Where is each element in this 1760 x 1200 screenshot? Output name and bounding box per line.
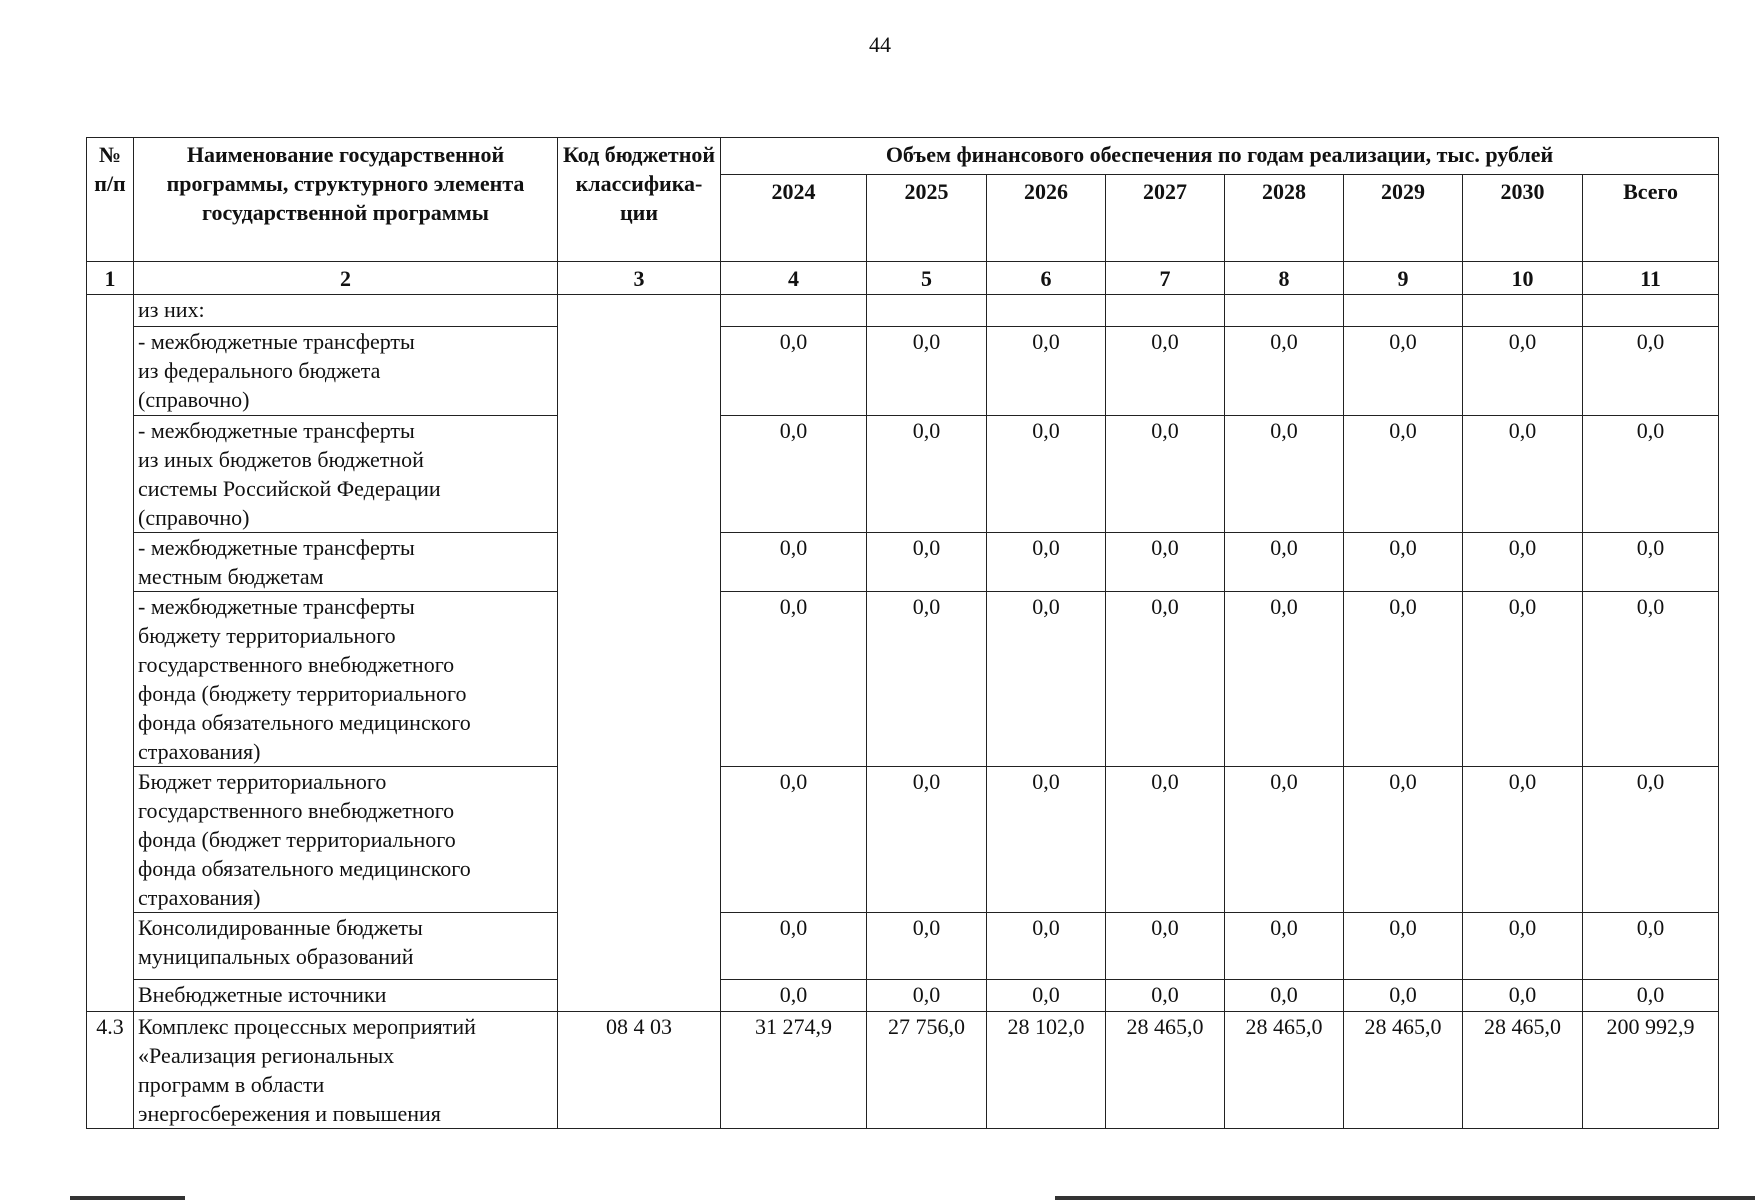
row-name-cell: Бюджет территориального государственного внебюджетного фонда (бюджет территориального фонда обязательного медицинского страхования) xyxy=(134,767,558,913)
footer-rule xyxy=(1055,1196,1755,1200)
value-cell: 0,0 xyxy=(1344,416,1463,533)
value-cell: 0,0 xyxy=(721,767,867,913)
value-cell xyxy=(987,295,1106,327)
value-cell: 0,0 xyxy=(1106,327,1225,416)
value-cell: 0,0 xyxy=(1106,533,1225,592)
header-year: 2028 xyxy=(1225,175,1344,262)
value-cell: 28 465,0 xyxy=(1463,1012,1583,1129)
header-num: № п/п xyxy=(87,138,134,262)
row-num-cell: 4.3 xyxy=(87,1012,134,1129)
value-cell: 0,0 xyxy=(1583,327,1719,416)
column-number: 1 xyxy=(87,262,134,295)
value-cell xyxy=(1583,295,1719,327)
value-cell: 0,0 xyxy=(1225,416,1344,533)
value-cell: 200 992,9 xyxy=(1583,1012,1719,1129)
value-cell: 0,0 xyxy=(1344,913,1463,980)
value-cell: 28 465,0 xyxy=(1225,1012,1344,1129)
value-cell: 0,0 xyxy=(1106,980,1225,1012)
column-number: 4 xyxy=(721,262,867,295)
table-row xyxy=(87,980,1719,1012)
value-cell xyxy=(1225,295,1344,327)
table-row xyxy=(87,767,1719,913)
table-row xyxy=(87,533,1719,592)
value-cell: 0,0 xyxy=(1463,913,1583,980)
table-row xyxy=(87,327,1719,416)
value-cell: 0,0 xyxy=(1463,767,1583,913)
value-cell: 0,0 xyxy=(1463,592,1583,767)
row-name-cell: - межбюджетные трансферты из федерального бюджета (справочно) xyxy=(134,327,558,416)
value-cell: 0,0 xyxy=(1225,913,1344,980)
value-cell: 0,0 xyxy=(1106,416,1225,533)
header-name: Наименование государственной программы, структурного элемента государственной программы xyxy=(134,138,558,262)
header-year: 2024 xyxy=(721,175,867,262)
header-year: 2025 xyxy=(867,175,987,262)
value-cell: 0,0 xyxy=(1344,980,1463,1012)
value-cell: 0,0 xyxy=(867,913,987,980)
value-cell: 0,0 xyxy=(721,533,867,592)
value-cell: 0,0 xyxy=(721,416,867,533)
table-row xyxy=(87,295,1719,327)
value-cell: 0,0 xyxy=(867,767,987,913)
value-cell: 0,0 xyxy=(1463,416,1583,533)
value-cell: 28 465,0 xyxy=(1344,1012,1463,1129)
table-row xyxy=(87,1012,1719,1129)
table-row xyxy=(87,416,1719,533)
value-cell: 0,0 xyxy=(987,767,1106,913)
value-cell: 0,0 xyxy=(721,913,867,980)
value-cell: 0,0 xyxy=(1225,327,1344,416)
row-name-cell: Комплекс процессных мероприятий «Реализация региональных программ в области энергосбережения и повышения xyxy=(134,1012,558,1129)
header-year: 2029 xyxy=(1344,175,1463,262)
value-cell: 0,0 xyxy=(1583,416,1719,533)
column-number: 9 xyxy=(1344,262,1463,295)
row-name-cell: из них: xyxy=(134,295,558,327)
value-cell: 0,0 xyxy=(1344,327,1463,416)
value-cell: 0,0 xyxy=(1463,327,1583,416)
value-cell: 0,0 xyxy=(987,913,1106,980)
value-cell: 28 102,0 xyxy=(987,1012,1106,1129)
value-cell: 0,0 xyxy=(867,327,987,416)
value-cell: 0,0 xyxy=(1344,592,1463,767)
column-number: 7 xyxy=(1106,262,1225,295)
value-cell: 31 274,9 xyxy=(721,1012,867,1129)
column-number: 3 xyxy=(558,262,721,295)
value-cell: 27 756,0 xyxy=(867,1012,987,1129)
value-cell: 0,0 xyxy=(867,592,987,767)
row-name-cell: Внебюджетные источники xyxy=(134,980,558,1012)
value-cell: 0,0 xyxy=(1106,592,1225,767)
header-code: Код бюджетной классифика-ции xyxy=(558,138,721,262)
value-cell xyxy=(721,295,867,327)
header-total: Всего xyxy=(1583,175,1719,262)
value-cell: 28 465,0 xyxy=(1106,1012,1225,1129)
value-cell: 0,0 xyxy=(1583,533,1719,592)
value-cell: 0,0 xyxy=(721,980,867,1012)
header-year: 2026 xyxy=(987,175,1106,262)
value-cell: 0,0 xyxy=(1225,980,1344,1012)
value-cell: 0,0 xyxy=(1344,533,1463,592)
value-cell: 0,0 xyxy=(867,980,987,1012)
value-cell: 0,0 xyxy=(1225,592,1344,767)
value-cell: 0,0 xyxy=(987,533,1106,592)
table-row xyxy=(87,592,1719,767)
value-cell: 0,0 xyxy=(987,592,1106,767)
row-code-cell: 08 4 03 xyxy=(558,1012,721,1129)
column-number: 8 xyxy=(1225,262,1344,295)
value-cell: 0,0 xyxy=(1583,592,1719,767)
value-cell: 0,0 xyxy=(1225,767,1344,913)
value-cell: 0,0 xyxy=(1583,767,1719,913)
footer-rule xyxy=(70,1196,185,1200)
value-cell: 0,0 xyxy=(1463,533,1583,592)
value-cell xyxy=(1344,295,1463,327)
row-num-cell xyxy=(87,295,134,1012)
value-cell: 0,0 xyxy=(1583,913,1719,980)
value-cell: 0,0 xyxy=(721,592,867,767)
value-cell: 0,0 xyxy=(987,416,1106,533)
budget-table xyxy=(86,137,1719,1129)
value-cell: 0,0 xyxy=(1463,980,1583,1012)
value-cell: 0,0 xyxy=(1583,980,1719,1012)
table-row xyxy=(87,913,1719,980)
value-cell: 0,0 xyxy=(1106,767,1225,913)
column-number: 5 xyxy=(867,262,987,295)
row-code-cell xyxy=(558,295,721,1012)
value-cell: 0,0 xyxy=(867,533,987,592)
header-year: 2027 xyxy=(1106,175,1225,262)
value-cell xyxy=(1106,295,1225,327)
header-volume: Объем финансового обеспечения по годам реализации, тыс. рублей xyxy=(721,138,1719,175)
column-number: 11 xyxy=(1583,262,1719,295)
value-cell: 0,0 xyxy=(1106,913,1225,980)
row-name-cell: - межбюджетные трансферты местным бюджетам xyxy=(134,533,558,592)
header-year: 2030 xyxy=(1463,175,1583,262)
column-number: 6 xyxy=(987,262,1106,295)
value-cell: 0,0 xyxy=(1225,533,1344,592)
row-name-cell: Консолидированные бюджеты муниципальных образований xyxy=(134,913,558,980)
value-cell: 0,0 xyxy=(721,327,867,416)
value-cell: 0,0 xyxy=(987,980,1106,1012)
value-cell xyxy=(1463,295,1583,327)
row-name-cell: - межбюджетные трансферты бюджету территориального государственного внебюджетного фонда (бюджету территориального фонда обязательного медицинского страхования) xyxy=(134,592,558,767)
value-cell: 0,0 xyxy=(867,416,987,533)
row-name-cell: - межбюджетные трансферты из иных бюджетов бюджетной системы Российской Федерации (справочно) xyxy=(134,416,558,533)
value-cell xyxy=(867,295,987,327)
page-number: 44 xyxy=(869,32,891,57)
value-cell: 0,0 xyxy=(987,327,1106,416)
value-cell: 0,0 xyxy=(1344,767,1463,913)
column-number: 10 xyxy=(1463,262,1583,295)
column-number: 2 xyxy=(134,262,558,295)
